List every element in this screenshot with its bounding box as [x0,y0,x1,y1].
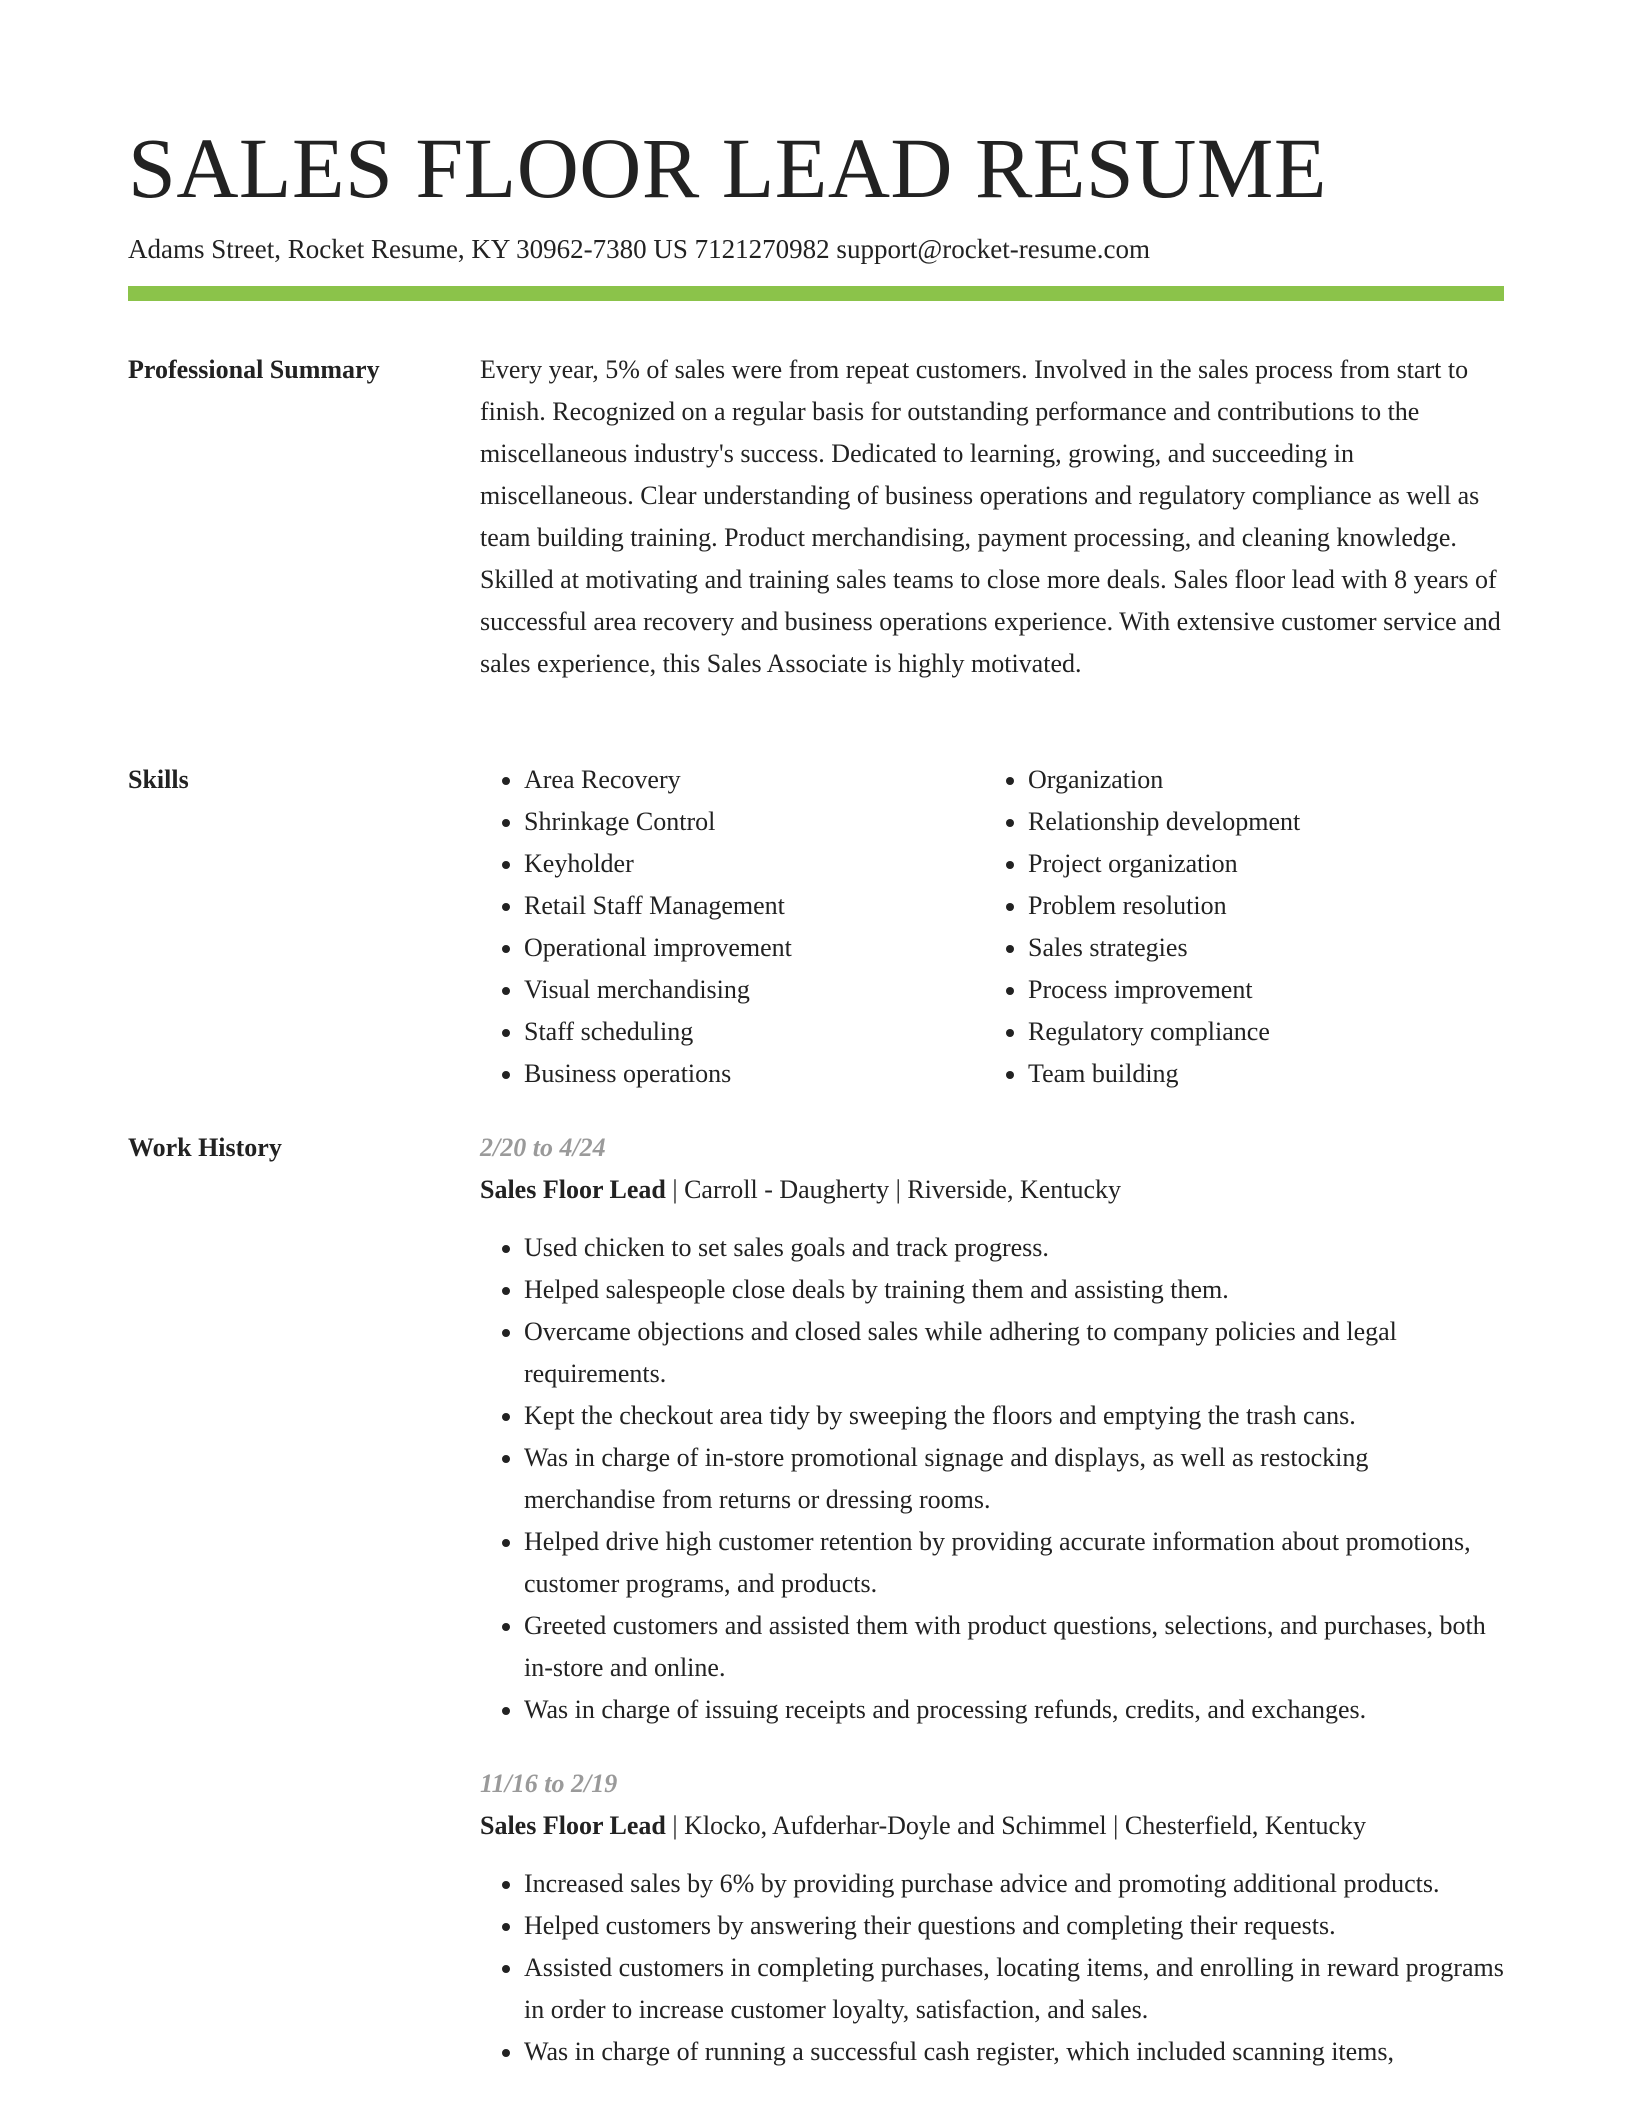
duty-item: • Increased sales by 6% by providing purchase advice and promoting additional products. [524,1863,1504,1905]
duty-item: • Overcame objections and closed sales while adhering to company policies and legal requirements. [524,1311,1504,1395]
skill-item: • Visual merchandising [524,969,984,1011]
job-title: Sales Floor Lead [480,1811,666,1840]
duty-item: • Used chicken to set sales goals and track progress. [524,1227,1504,1269]
job-duties [480,1227,1504,1731]
skill-item: • Organization [1028,759,1488,801]
summary-text: Every year, 5% of sales were from repeat customers. Involved in the sales process from start to finish. Recognized on a regular basis for outstanding performance and contributions to the miscellaneous industry's success. Dedicated to learning, growing, and succeeding in miscellaneous. Clear understanding of business operations and regulatory compliance as well as team building training. Product merchandising, payment processing, and cleaning knowledge. Skilled at motivating and training sales teams to close more deals. Sales floor lead with 8 years of successful area recovery and business operations experience. With extensive customer service and sales experience, this Sales Associate is highly motivated. [480,355,1501,678]
work-history-body [480,1127,1504,2073]
duty-item: • Was in charge of in-store promotional signage and displays, as well as restocking merchandise from returns or dressing rooms. [524,1437,1504,1521]
skill-item: • Process improvement [1028,969,1488,1011]
section-label-work-history: Work History [128,1133,282,1162]
duty-item: • Kept the checkout area tidy by sweeping the floors and emptying the trash cans. [524,1395,1504,1437]
job-entry [480,1763,1504,2073]
skill-item: • Team building [1028,1053,1488,1095]
job-details: | Klocko, Aufderhar-Doyle and Schimmel | Chesterfield, Kentucky [665,1811,1367,1840]
job-details: | Carroll - Daugherty | Riverside, Kentucky [665,1175,1122,1204]
job-entry [480,1127,1504,1731]
summary-body [480,349,1504,685]
duty-item: • Helped customers by answering their questions and completing their requests. [524,1905,1504,1947]
skills-columns [480,759,1504,1095]
duty-item: • Was in charge of issuing receipts and processing refunds, credits, and exchanges. [524,1689,1504,1731]
skills-list-left [480,759,984,1095]
section-label-skills: Skills [128,765,189,794]
skill-item: • Area Recovery [524,759,984,801]
skill-item: • Staff scheduling [524,1011,984,1053]
duty-item: • Helped salespeople close deals by training them and assisting them. [524,1269,1504,1311]
skill-item: • Business operations [524,1053,984,1095]
skill-item: • Shrinkage Control [524,801,984,843]
header-divider [128,286,1504,301]
section-label-professional-summary: Professional Summary [128,355,380,384]
skill-item: • Regulatory compliance [1028,1011,1488,1053]
skill-item: • Keyholder [524,843,984,885]
job-date: 2/20 to 4/24 [480,1133,606,1162]
duty-item: • Was in charge of running a successful cash register, which included scanning items, [524,2031,1504,2073]
skills-list-right [984,759,1488,1095]
skill-item: • Relationship development [1028,801,1488,843]
job-title-line [480,1169,1504,1211]
duty-item: • Greeted customers and assisted them with product questions, selections, and purchases, both in-store and online. [524,1605,1504,1689]
job-date: 11/16 to 2/19 [480,1769,618,1798]
skill-item: • Problem resolution [1028,885,1488,927]
job-title: Sales Floor Lead [480,1175,666,1204]
duty-item: • Assisted customers in completing purchases, locating items, and enrolling in reward programs in order to increase customer loyalty, satisfaction, and sales. [524,1947,1504,2031]
contact-info: Adams Street, Rocket Resume, KY 30962-7380 US 7121270982 support@rocket-resume.com [128,234,1150,264]
skills-body [480,759,1504,1095]
skill-item: • Project organization [1028,843,1488,885]
skill-item: • Retail Staff Management [524,885,984,927]
job-duties [480,1863,1504,2073]
skill-item: • Sales strategies [1028,927,1488,969]
page-title: SALES FLOOR LEAD RESUME [128,120,1327,216]
job-title-line [480,1805,1504,1847]
duty-item: • Helped drive high customer retention by providing accurate information about promotions, customer programs, and products. [524,1521,1504,1605]
skill-item: • Operational improvement [524,927,984,969]
